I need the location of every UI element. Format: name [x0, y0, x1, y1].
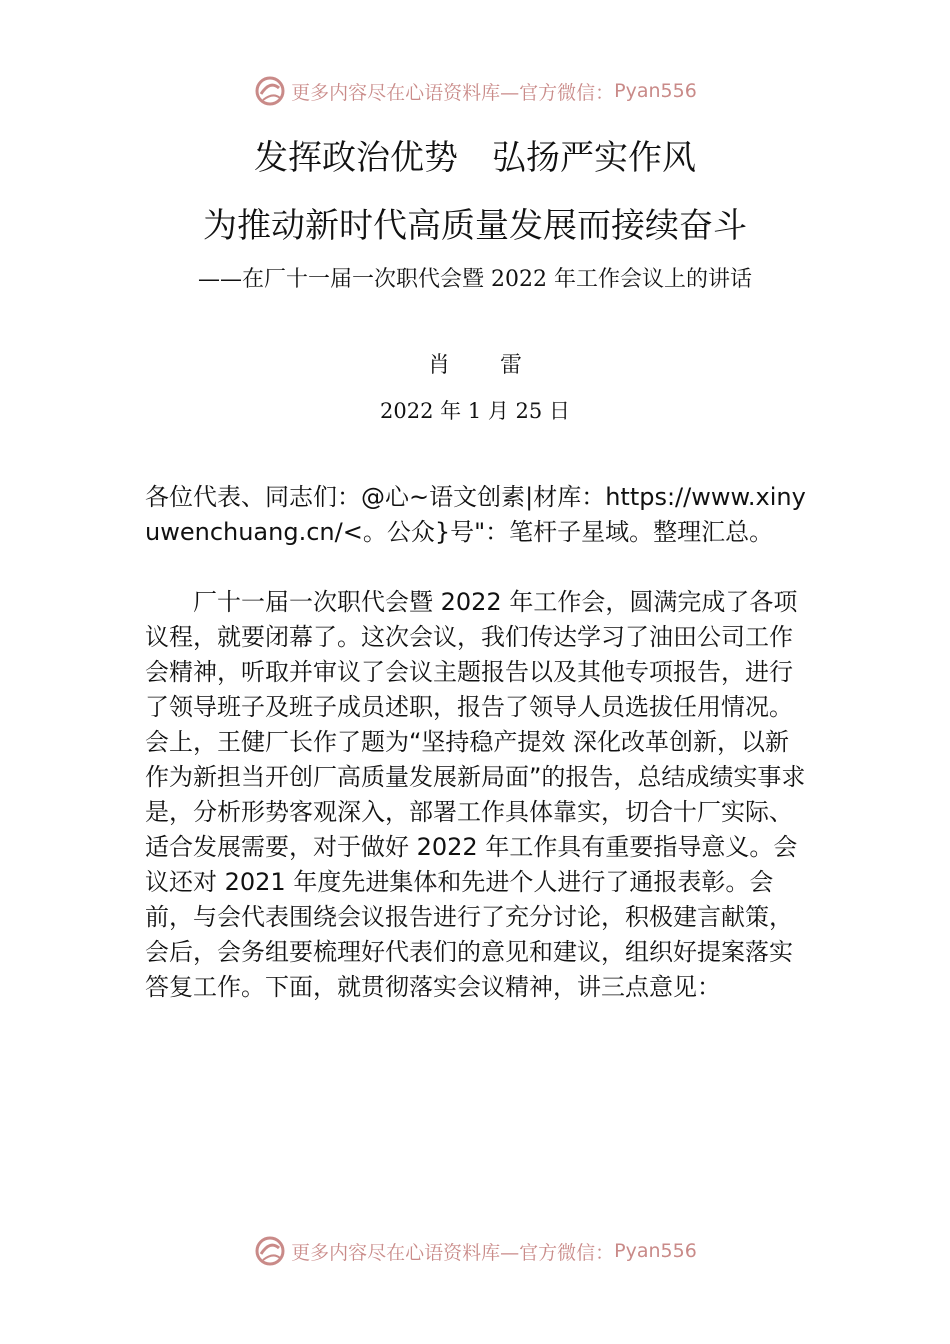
document-subtitle: ——在厂十一届一次职代会暨 2022 年工作会议上的讲话 [198, 267, 752, 292]
document-author: 肖雷 [427, 353, 572, 378]
watermark-cn-text: 更多内容尽在心语资料库—官方微信： [291, 1241, 615, 1264]
watermark-wechat-id: Pyan556 [614, 1240, 697, 1262]
body-paragraph-1: 厂十一届一次职代会暨 2022 年工作会，圆满完成了各项议程，就要闭幕了。这次会议，我们传达学习了油田公司工作会精神，听取并审议了会议主题报告以及其他专项报告，进行了领导班子及班子成员述职，报告了领导人员选拔任用情况。会上，王健厂长作了题为“坚持稳产提效 深化改革创新，以新作为新担当开创厂高质量发展新局面”的报告，总结成绩实事求是，分析形势客观深入，部署工作具体靠实，切合十厂实际、适合发展需要，对于做好 2022 年工作具有重要指导意义。会议还对 2021 年度先进集体和先进个人进行了通报表彰。会前，与会代表围绕会议报告进行了充分讨论，积极建言献策，会后，会务组要梳理好代表们的意见和建议，组织好提案落实答复工作。下面，就贯彻落实会议精神，讲三点意见： [145, 588, 806, 1001]
watermark-header [0, 74, 950, 108]
swirl-logo-icon [253, 74, 287, 108]
watermark-wechat-id: Pyan556 [614, 80, 697, 102]
watermark-cn-text: 更多内容尽在心语资料库—官方微信： [291, 81, 615, 104]
document-title-line1: 发挥政治优势 弘扬严实作风 [254, 138, 696, 178]
swirl-logo-icon [253, 1234, 287, 1268]
document-date: 2022 年 1 月 25 日 [380, 399, 570, 423]
document-title-line2: 为推动新时代高质量发展而接续奋斗 [203, 206, 747, 246]
greeting-paragraph: 各位代表、同志们：@心~语文创素|材库：https://www.xinyuwenchuang.cn/<。公众}号"：笔杆子星域。整理汇总。 [145, 483, 806, 546]
watermark-footer [0, 1234, 950, 1268]
